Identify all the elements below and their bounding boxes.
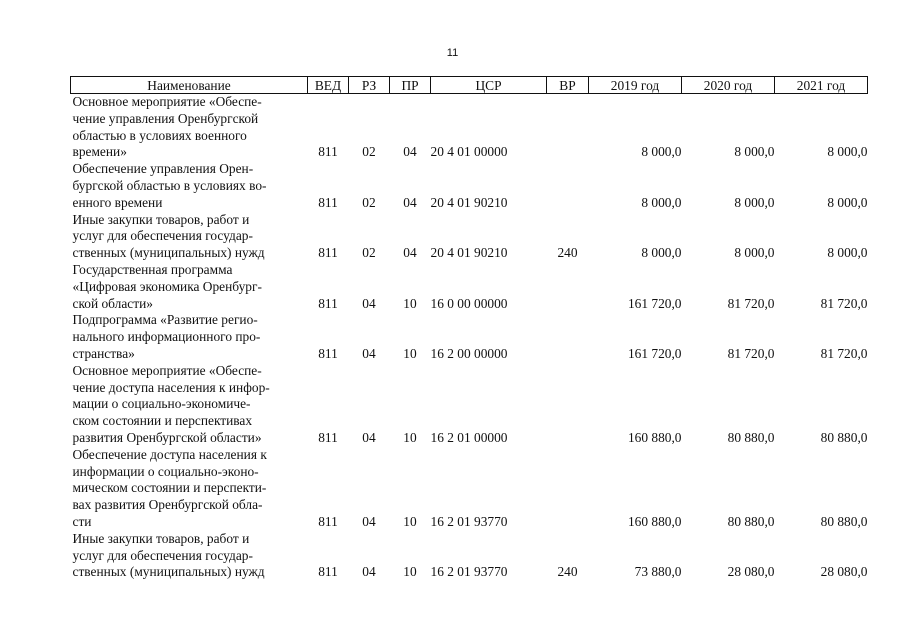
cell-csr: 16 2 01 93770: [430, 513, 508, 529]
name-line: Иные закупки товаров, работ и: [72, 211, 250, 227]
cell-2021: 81 720,0: [820, 345, 868, 361]
table-row: [71, 312, 868, 362]
cell-ved: 811: [318, 194, 338, 210]
cell-2021: 81 720,0: [820, 295, 868, 311]
cell-csr: 20 4 01 90210: [430, 194, 508, 210]
cell-vr: [547, 447, 589, 531]
name-line: ственных (муниципальных) нужд: [72, 564, 265, 580]
name-line: Подпрограмма «Развитие регио-: [72, 312, 258, 328]
cell-vr: 240: [557, 245, 578, 261]
table-row: [71, 363, 868, 447]
cell-2019: 161 720,0: [627, 345, 682, 361]
cell-2019: 8 000,0: [641, 245, 682, 261]
cell-ved: 811: [318, 429, 338, 445]
cell-rz: 02: [362, 194, 376, 210]
cell-csr: 16 2 00 00000: [430, 345, 508, 361]
cell-2020: 8 000,0: [734, 245, 775, 261]
header-ved: ВЕД: [308, 77, 349, 94]
table-row: [71, 262, 868, 312]
cell-2019: 160 880,0: [627, 513, 682, 529]
name-line: времени»: [72, 144, 127, 160]
table-row: [71, 212, 868, 262]
cell-rz: 04: [362, 345, 376, 361]
cell-2019: 8 000,0: [641, 194, 682, 210]
name-line: Иные закупки товаров, работ и: [72, 530, 250, 546]
table-row: [71, 447, 868, 531]
cell-ved: 811: [318, 245, 338, 261]
cell-2019: 73 880,0: [634, 564, 682, 580]
cell-name: [71, 312, 308, 362]
cell-2020: 80 880,0: [727, 429, 775, 445]
name-line: чение управления Оренбургской: [72, 110, 259, 126]
cell-vr: [547, 363, 589, 447]
cell-2021: 8 000,0: [827, 245, 868, 261]
header-vr: ВР: [547, 77, 589, 94]
cell-ved: 811: [318, 564, 338, 580]
cell-pr: 10: [403, 295, 417, 311]
cell-pr: 04: [403, 144, 417, 160]
name-line: мации о социально-экономиче-: [72, 396, 251, 412]
cell-name: [71, 212, 308, 262]
cell-pr: 10: [403, 345, 417, 361]
name-line: Обеспечение управления Орен-: [72, 161, 254, 177]
cell-name: [71, 531, 308, 581]
cell-2019: 8 000,0: [641, 144, 682, 160]
name-line: нального информационного про-: [72, 329, 261, 345]
cell-csr: 16 0 00 00000: [430, 295, 508, 311]
cell-pr: 10: [403, 429, 417, 445]
header-rz: РЗ: [349, 77, 390, 94]
name-line: областью в условиях военного: [72, 127, 247, 143]
table-row: [71, 531, 868, 581]
name-line: Государственная программа: [72, 261, 233, 277]
name-line: «Цифровая экономика Оренбург-: [72, 278, 262, 294]
cell-rz: 04: [362, 564, 376, 580]
page-number: 11: [446, 47, 459, 59]
name-line: странства»: [72, 345, 135, 361]
name-line: развития Оренбургской области»: [72, 429, 262, 445]
cell-2021: 8 000,0: [827, 194, 868, 210]
cell-vr: [547, 262, 589, 312]
cell-ved: 811: [318, 144, 338, 160]
cell-2019: 161 720,0: [627, 295, 682, 311]
cell-rz: 02: [362, 144, 376, 160]
name-line: ском состоянии и перспективах: [72, 413, 253, 429]
cell-2020: 81 720,0: [727, 295, 775, 311]
table-row: [71, 94, 868, 162]
cell-2020: 81 720,0: [727, 345, 775, 361]
budget-table: [70, 76, 868, 581]
cell-2020: 80 880,0: [727, 513, 775, 529]
cell-vr: [547, 94, 589, 162]
cell-name: [71, 363, 308, 447]
name-line: информации о социально-эконо-: [72, 463, 259, 479]
header-2019: 2019 год: [589, 77, 682, 94]
table-row: [71, 161, 868, 211]
cell-name: [71, 161, 308, 211]
cell-pr: 04: [403, 245, 417, 261]
name-line: ской области»: [72, 295, 153, 311]
cell-rz: 04: [362, 429, 376, 445]
header-csr: ЦСР: [431, 77, 547, 94]
cell-ved: 811: [318, 345, 338, 361]
cell-rz: 02: [362, 245, 376, 261]
header-name: Наименование: [71, 77, 308, 94]
cell-vr: [547, 312, 589, 362]
cell-csr: 16 2 01 93770: [430, 564, 508, 580]
cell-name: [71, 94, 308, 162]
cell-2019: 160 880,0: [627, 429, 682, 445]
name-line: енного времени: [72, 194, 163, 210]
cell-rz: 04: [362, 513, 376, 529]
cell-csr: 20 4 01 00000: [430, 144, 508, 160]
cell-pr: 04: [403, 194, 417, 210]
cell-2021: 28 080,0: [820, 564, 868, 580]
cell-2021: 8 000,0: [827, 144, 868, 160]
cell-ved: 811: [318, 513, 338, 529]
cell-2021: 80 880,0: [820, 429, 868, 445]
cell-ved: 811: [318, 295, 338, 311]
cell-vr: 240: [557, 564, 578, 580]
header-2020: 2020 год: [682, 77, 775, 94]
name-line: сти: [72, 513, 92, 529]
name-line: бургской областью в условиях во-: [72, 177, 267, 193]
cell-vr: [547, 161, 589, 211]
header-2021: 2021 год: [775, 77, 868, 94]
name-line: мическом состоянии и перспекти-: [72, 480, 267, 496]
cell-csr: 20 4 01 90210: [430, 245, 508, 261]
header-pr: ПР: [390, 77, 431, 94]
cell-rz: 04: [362, 295, 376, 311]
name-line: Основное мероприятие «Обеспе-: [72, 94, 262, 109]
cell-2020: 28 080,0: [727, 564, 775, 580]
cell-csr: 16 2 01 00000: [430, 429, 508, 445]
name-line: чение доступа населения к инфор-: [72, 379, 270, 395]
name-line: Обеспечение доступа населения к: [72, 446, 267, 462]
name-line: ственных (муниципальных) нужд: [72, 245, 265, 261]
cell-name: [71, 447, 308, 531]
name-line: Основное мероприятие «Обеспе-: [72, 362, 262, 378]
name-line: услуг для обеспечения государ-: [72, 547, 253, 563]
cell-pr: 10: [403, 513, 417, 529]
name-line: услуг для обеспечения государ-: [72, 228, 253, 244]
cell-2020: 8 000,0: [734, 144, 775, 160]
cell-2020: 8 000,0: [734, 194, 775, 210]
cell-name: [71, 262, 308, 312]
cell-2021: 80 880,0: [820, 513, 868, 529]
cell-pr: 10: [403, 564, 417, 580]
table-header-row: [71, 77, 868, 94]
name-line: вах развития Оренбургской обла-: [72, 497, 263, 513]
